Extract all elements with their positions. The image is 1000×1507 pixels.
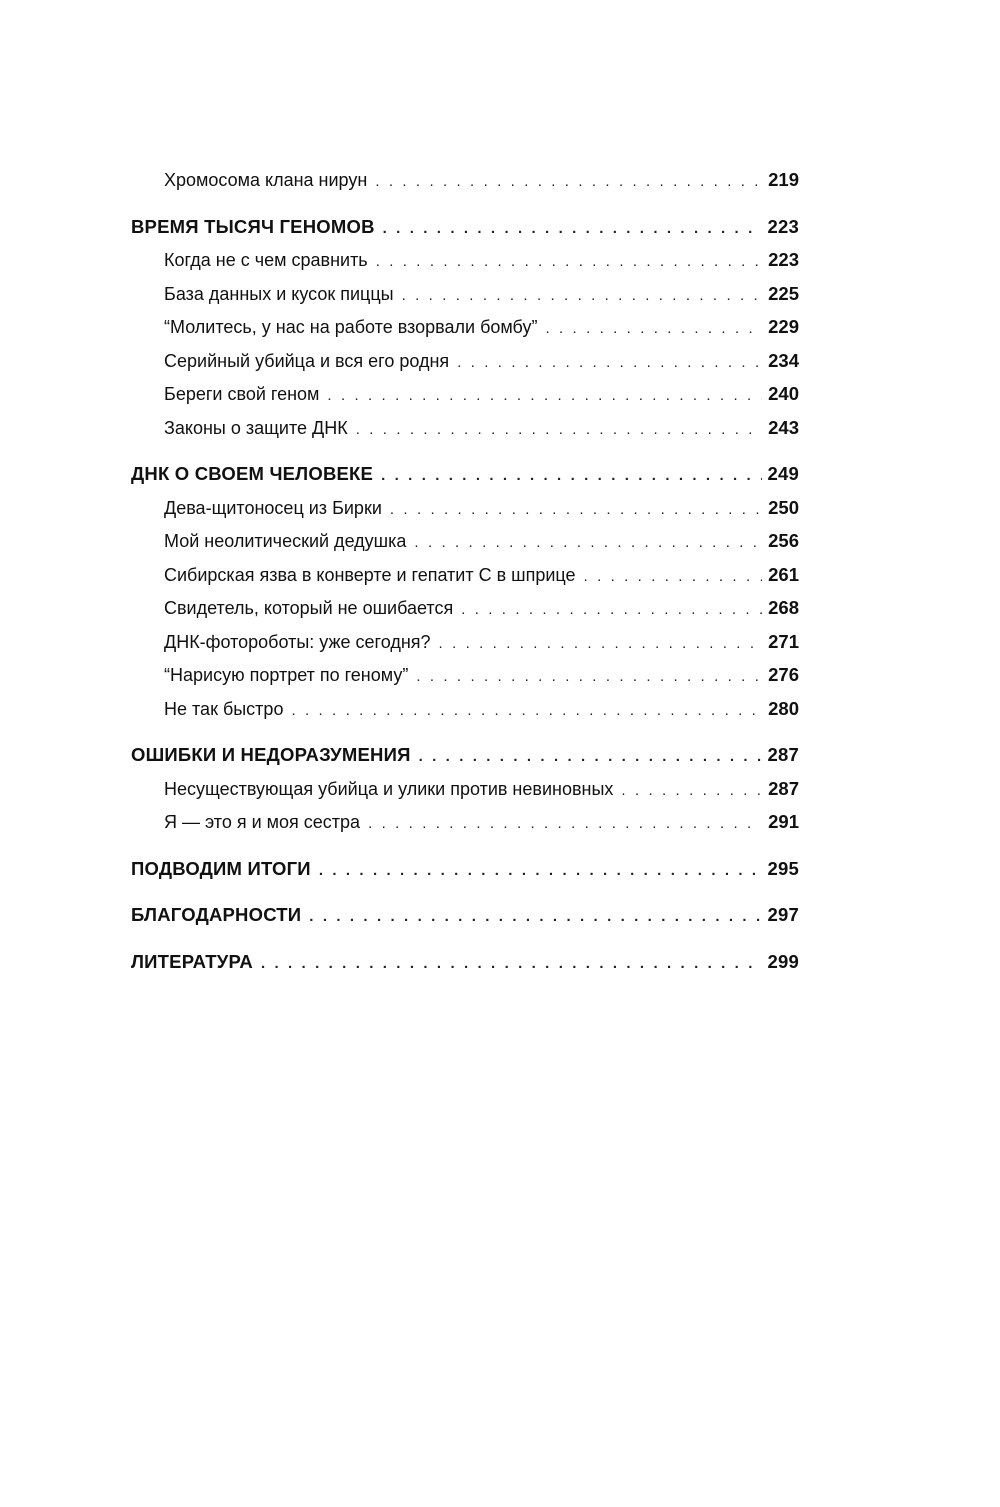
toc-page-number: 240 — [768, 383, 799, 404]
toc-page-number: 250 — [768, 496, 799, 518]
dot-leader — [368, 807, 762, 841]
dot-leader — [309, 900, 761, 934]
toc-entry-title: Мой неолитический дедушка — [164, 531, 407, 551]
toc-section-title: ОШИБКИ И НЕДОРАЗУМЕНИЯ — [131, 744, 411, 765]
dot-leader — [319, 854, 762, 888]
dot-leader — [356, 413, 762, 447]
toc-entry — [131, 805, 799, 839]
dot-leader — [390, 493, 762, 527]
toc-entry-title: ДНК-фотороботы: уже сегодня? — [164, 631, 431, 652]
toc-entry-title: Сибирская язва в конверте и гепатит С в шприце — [164, 564, 576, 585]
toc-entry — [131, 558, 799, 592]
toc-page-number: 291 — [768, 811, 799, 832]
toc-page-number: 243 — [768, 416, 799, 438]
toc-entry-title: Не так быстро — [164, 698, 284, 719]
toc-entry — [131, 658, 799, 692]
toc-page-number: 295 — [767, 857, 799, 879]
dot-leader — [439, 627, 763, 661]
toc-page-number: 299 — [767, 950, 799, 972]
dot-leader — [402, 279, 763, 313]
toc-section-title: ВРЕМЯ ТЫСЯЧ ГЕНОМОВ — [131, 215, 375, 237]
toc-entry-title: Когда не с чем сравнить — [164, 250, 368, 270]
toc-entry — [131, 524, 799, 558]
toc-entry — [131, 411, 799, 445]
toc-page-number: 287 — [768, 777, 799, 799]
toc-section-entry — [131, 945, 799, 979]
toc-entry-title: Свидетель, который не ошибается — [164, 598, 454, 618]
toc-page-number: 234 — [768, 349, 799, 371]
toc-entry — [131, 243, 799, 277]
dot-leader — [584, 560, 763, 594]
toc-entry — [131, 163, 799, 197]
toc-page-number: 249 — [767, 463, 799, 484]
toc-page-number: 280 — [768, 697, 799, 719]
toc-entry — [131, 591, 799, 625]
toc-page-number: 287 — [767, 744, 799, 765]
dot-leader — [291, 694, 762, 728]
toc-section-entry — [131, 457, 799, 491]
toc-entry-title: Хромосома клана нирун — [164, 170, 368, 190]
toc-entry — [131, 625, 799, 659]
dot-leader — [414, 526, 762, 560]
toc-page-number: 261 — [768, 563, 799, 585]
toc-entry — [131, 692, 799, 726]
toc-section-entry — [131, 738, 799, 772]
toc-entry-title: Серийный убийца и вся его родня — [164, 350, 450, 371]
toc-page-number: 268 — [768, 597, 799, 618]
toc-section-entry — [131, 898, 799, 932]
dot-leader — [545, 312, 762, 346]
dot-leader — [381, 459, 761, 493]
dot-leader — [261, 947, 762, 981]
toc-page-number: 223 — [767, 215, 799, 237]
toc-page-number: 271 — [768, 630, 799, 652]
toc-section-entry — [131, 210, 799, 244]
toc-page-number: 225 — [768, 282, 799, 304]
toc-entry — [131, 277, 799, 311]
toc-entry — [131, 491, 799, 525]
dot-leader — [383, 212, 762, 246]
toc-entry-title: “Нарисую портрет по геному” — [164, 665, 409, 685]
toc-entry-title: База данных и кусок пиццы — [164, 283, 394, 304]
toc-entry — [131, 310, 799, 344]
toc-entry — [131, 377, 799, 411]
toc-entry — [131, 344, 799, 378]
toc-section-title: БЛАГОДАРНОСТИ — [131, 904, 302, 925]
toc-page-number: 256 — [768, 530, 799, 551]
dot-leader — [416, 660, 762, 694]
toc-page-number: 223 — [768, 249, 799, 270]
dot-leader — [621, 774, 762, 808]
dot-leader — [327, 379, 762, 413]
dot-leader — [376, 245, 762, 279]
toc-entry-title: Я — это я и моя сестра — [164, 812, 361, 832]
toc-page-number: 297 — [767, 904, 799, 925]
toc-page-number: 219 — [768, 169, 799, 190]
toc-entry-title: Береги свой геном — [164, 384, 320, 404]
dot-leader — [419, 740, 762, 774]
toc-section-title: ДНК О СВОЕМ ЧЕЛОВЕКЕ — [131, 463, 374, 484]
dot-leader — [375, 165, 762, 199]
toc-section-entry — [131, 852, 799, 886]
toc-entry-title: “Молитесь, у нас на работе взорвали бомбу” — [164, 317, 538, 337]
toc-entry-title: Дева-щитоносец из Бирки — [164, 497, 382, 518]
dot-leader — [461, 593, 762, 627]
toc-section-title: ЛИТЕРАТУРА — [131, 950, 253, 972]
toc-page-number: 276 — [768, 664, 799, 685]
toc-page-number: 229 — [768, 316, 799, 337]
toc-entry — [131, 772, 799, 806]
toc-entry-title: Несуществующая убийца и улики против невиновных — [164, 778, 614, 799]
table-of-contents — [131, 163, 799, 978]
toc-section-title: ПОДВОДИМ ИТОГИ — [131, 857, 311, 879]
toc-entry-title: Законы о защите ДНК — [164, 417, 348, 438]
dot-leader — [457, 346, 762, 380]
